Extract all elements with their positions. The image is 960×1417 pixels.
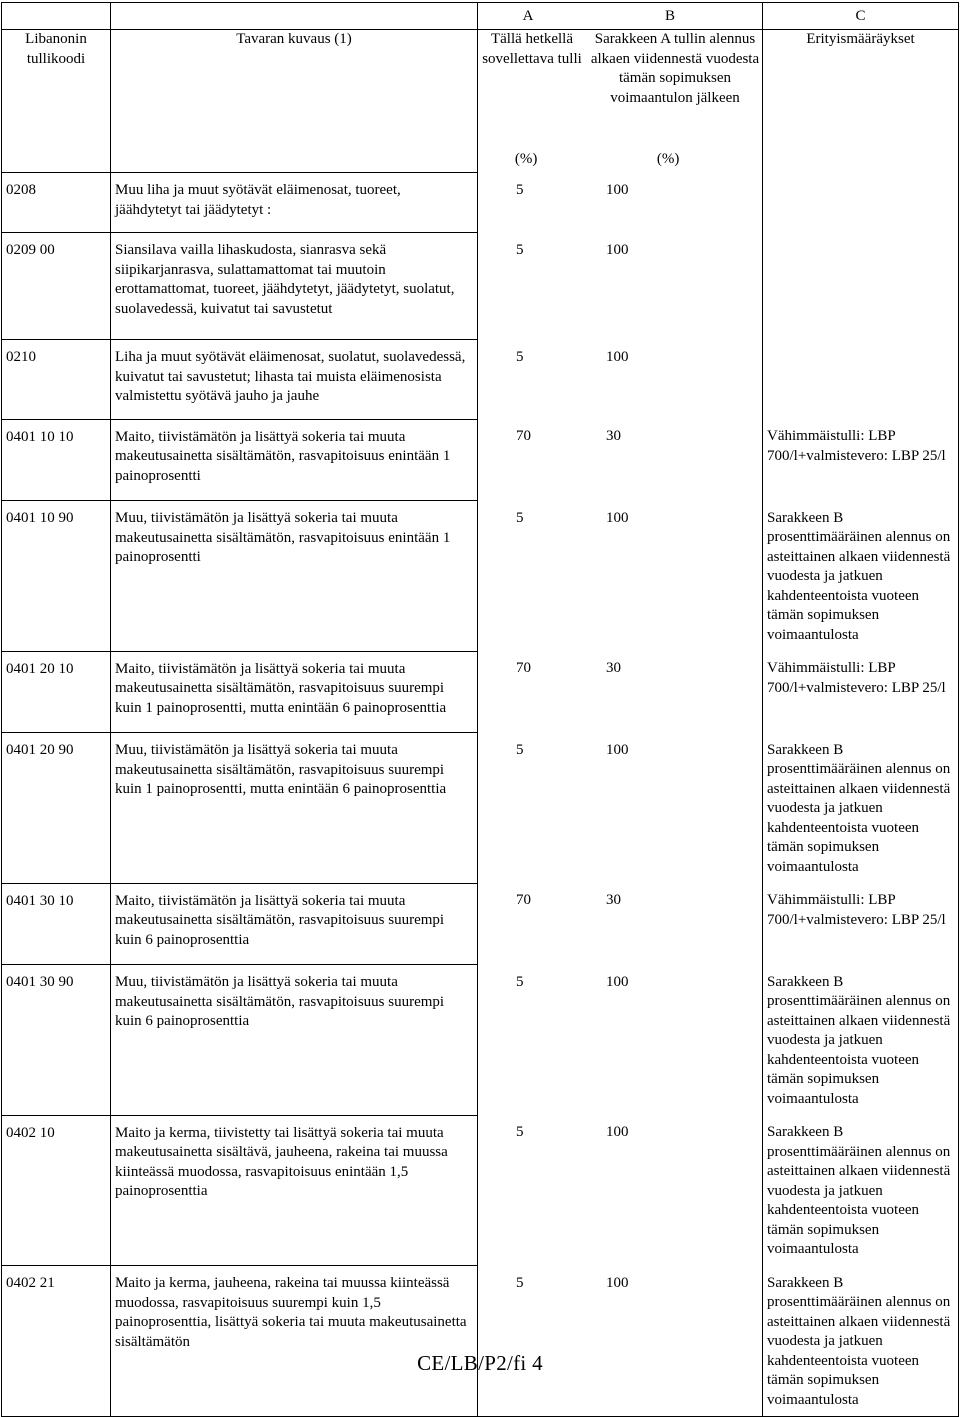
current-duty: 5 — [516, 241, 524, 258]
duty-reduction: 30 — [606, 660, 621, 676]
header-description: Tavaran kuvaus (1) — [236, 31, 352, 47]
goods-description: Muu liha ja muut syötävät eläimenosat, tuoreet, jäähdytetyt tai jäädytetyt : — [115, 182, 401, 218]
column-letter-c: C — [763, 3, 959, 30]
duty-reduction: 100 — [606, 241, 629, 258]
goods-description: Maito, tiivistämätön ja lisättyä sokeria tai muuta makeutusainetta sisältämätön, rasvapitoisuus enintään 1 painoprosentti — [115, 428, 451, 484]
table-row — [2, 419, 959, 501]
tariff-code: 0401 20 10 — [2, 651, 111, 733]
table-row — [2, 1115, 959, 1266]
column-letter-b: B — [664, 8, 675, 24]
duty-reduction: 100 — [606, 509, 629, 526]
goods-description: Muu, tiivistämätön ja lisättyä sokeria tai muuta makeutusainetta sisältämätön, rasvapitoisuus suurempi kuin 1 painoprosentti, mutta enintään 6 painoprosenttia — [115, 742, 447, 797]
goods-description: Siansilava vailla lihaskudosta, sianrasva sekä siipikarjanrasva, sulattamattomat tai muutoin erottamattomat, tuoreet, jäähdytetyt, jäädytetyt, suolatut, suolavedessä, kuivatut tai savustetut — [115, 242, 455, 317]
goods-description: Muu, tiivistämätön ja lisättyä sokeria tai muuta makeutusainetta sisältämätön, rasvapitoisuus enintään 1 painoprosentti — [115, 510, 451, 565]
column-letter-row — [2, 3, 959, 30]
current-duty: 5 — [516, 741, 524, 758]
duty-reduction: 30 — [606, 892, 621, 908]
header-code: Libanonin tullikoodi — [25, 31, 87, 67]
special-provisions: Sarakkeen B prosenttimääräinen alennus on asteittainen alkaen viidennestä vuodesta ja jatkuen kahdenteentoista vuoteen tämän sopimuksen voimaantulosta — [767, 973, 951, 1107]
tariff-code: 0402 10 — [2, 1115, 111, 1266]
current-duty: 5 — [516, 181, 524, 198]
unit-a: (%) — [514, 151, 538, 167]
current-duty: 5 — [516, 348, 524, 365]
tariff-code: 0208 — [2, 173, 111, 233]
tariff-code: 0401 30 90 — [2, 965, 111, 1116]
current-duty: 70 — [516, 428, 531, 444]
special-provisions: Sarakkeen B prosenttimääräinen alennus on asteittainen alkaen viidennestä vuodesta ja jatkuen kahdenteentoista vuoteen tämän sopimuksen voimaantulosta — [767, 741, 951, 875]
table-row — [2, 501, 959, 652]
goods-description: Maito ja kerma, jauheena, rakeina tai muussa kiinteässä muodossa, rasvapitoisuus suurempi kuin 1,5 painoprosenttia, lisättyä sokeria tai muuta makeutusainetta sisältämätön — [115, 1275, 467, 1350]
goods-description: Muu, tiivistämätön ja lisättyä sokeria tai muuta makeutusainetta sisältämätön, rasvapitoisuus suurempi kuin 6 painoprosenttia — [115, 974, 445, 1029]
tariff-code: 0402 21 — [2, 1266, 111, 1417]
tariff-table — [1, 2, 959, 1417]
table-row — [2, 733, 959, 884]
special-provisions: Vähimmäistulli: LBP 700/l+valmistevero: LBP 25/l — [767, 660, 946, 696]
header-col-b: Sarakkeen A tullin alennus alkaen viidennestä vuodesta tämän sopimuksen voimaantulon jälkeen — [590, 31, 760, 106]
unit-b: (%) — [656, 151, 680, 167]
table-row — [2, 1266, 959, 1417]
tariff-code: 0401 20 90 — [2, 733, 111, 884]
duty-reduction: 100 — [606, 348, 629, 365]
special-provisions: Sarakkeen B prosenttimääräinen alennus on asteittainen alkaen viidennestä vuodesta ja jatkuen kahdenteentoista vuoteen tämän sopimuksen voimaantulosta — [767, 1124, 951, 1257]
goods-description: Maito, tiivistämätön ja lisättyä sokeria tai muuta makeutusainetta sisältämätön, rasvapitoisuus suurempi kuin 1 painoprosentti, mutta enintään 6 painoprosenttia — [115, 660, 447, 716]
current-duty: 5 — [516, 509, 524, 526]
tariff-code: 0210 — [2, 340, 111, 420]
table-row — [2, 233, 959, 340]
current-duty: 5 — [516, 1124, 524, 1140]
special-provisions: Vähimmäistulli: LBP 700/l+valmistevero: LBP 25/l — [767, 892, 946, 928]
tariff-code: 0209 00 — [2, 233, 111, 340]
tariff-code: 0401 30 10 — [2, 883, 111, 965]
special-provisions: Sarakkeen B prosenttimääräinen alennus on asteittainen alkaen viidennestä vuodesta ja jatkuen kahdenteentoista vuoteen tämän sopimuksen voimaantulosta — [767, 1274, 951, 1408]
unit-row — [2, 150, 959, 173]
table-row — [2, 965, 959, 1116]
current-duty: 70 — [516, 660, 531, 676]
header-row — [2, 30, 959, 151]
duty-reduction: 100 — [606, 1124, 629, 1140]
column-letter-a: A — [522, 8, 534, 24]
special-provisions: Sarakkeen B prosenttimääräinen alennus on asteittainen alkaen viidennestä vuodesta ja jatkuen kahdenteentoista vuoteen tämän sopimuksen voimaantulosta — [767, 509, 951, 643]
duty-reduction: 100 — [606, 1274, 629, 1291]
goods-description: Maito, tiivistämätön ja lisättyä sokeria tai muuta makeutusainetta sisältämätön, rasvapitoisuus suurempi kuin 6 painoprosenttia — [115, 892, 445, 948]
tariff-code: 0401 10 90 — [2, 501, 111, 652]
goods-description: Maito ja kerma, tiivistetty tai lisättyä sokeria tai muuta makeutusainetta sisältävä, jauheena, rakeina tai muussa kiinteässä muodossa, rasvapitoisuus enintään 1,5 painoprosenttia — [115, 1124, 448, 1199]
duty-reduction: 100 — [606, 741, 629, 758]
header-col-c: Erityismääräykset — [806, 31, 915, 47]
current-duty: 5 — [516, 1274, 524, 1291]
current-duty: 70 — [516, 892, 531, 908]
header-col-a: Tällä hetkellä sovellettava tulli — [482, 31, 582, 67]
table-row — [2, 651, 959, 733]
duty-reduction: 100 — [606, 973, 629, 990]
tariff-rows — [2, 173, 959, 1417]
goods-description: Liha ja muut syötävät eläimenosat, suolatut, suolavedessä, kuivatut tai savustetut; lihasta tai muista eläimenosista valmistettu syötävä jauho ja jauhe — [115, 349, 466, 404]
table-row — [2, 340, 959, 420]
special-provisions: Vähimmäistulli: LBP 700/l+valmistevero: LBP 25/l — [767, 428, 946, 464]
tariff-code: 0401 10 10 — [2, 419, 111, 501]
table-row — [2, 883, 959, 965]
page-footer: CE/LB/P2/fi 4 — [417, 1351, 543, 1375]
table-row — [2, 173, 959, 233]
current-duty: 5 — [516, 973, 524, 990]
duty-reduction: 100 — [606, 181, 629, 198]
duty-reduction: 30 — [606, 428, 621, 444]
